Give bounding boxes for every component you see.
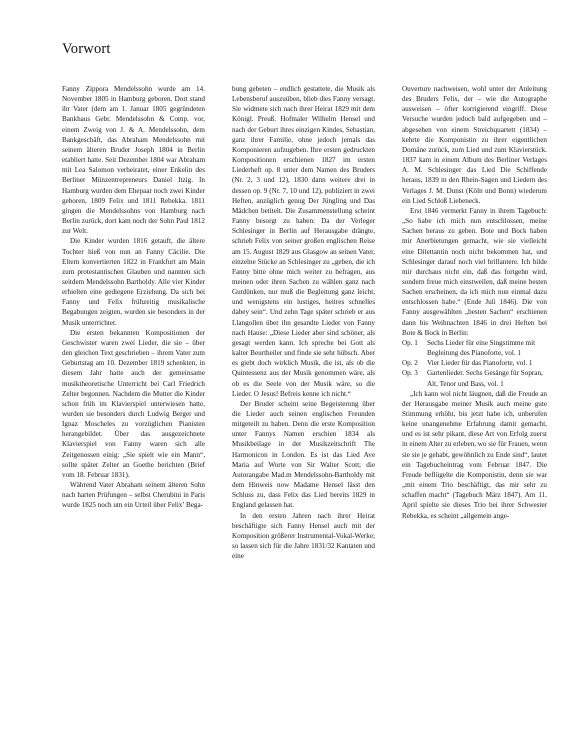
opus-title: Sechs Lieder für eine Singstimme mit Begleitung des Pianoforte, vol. 1 <box>427 338 536 358</box>
opus-title: Gartenlieder. Sechs Gesänge für Sopran, Alt, Tenor und Bass, vol. 1 <box>427 369 543 388</box>
opus-title: Vier Lieder für das Pianoforte, vol. 1 <box>427 359 533 368</box>
text-column-1 <box>62 84 205 511</box>
opus-item <box>402 368 547 388</box>
opus-list <box>402 338 547 389</box>
text-column-2 <box>232 84 375 561</box>
paragraph: Fanny Zippora Mendelssohn wurde am 14. November 1805 in Hamburg geboren. Dort stand ihr Vater (dem am 1. Januar 1805 gegründeten Bankhaus Gebr. Mendelssohn & Comp. vor, einem Zweig von J. & A. Mendelssohn, dem Bankgeschäft, das Abraham Mendelssohn mit seinem älteren Bruder Joseph 1804 in Berlin etabliert hatte. Seit Dezember 1804 war Abraham mit Lea Salomon verheiratet, einer Enkelin des Berliner Münzentrepreneurs Daniel Itzig. In Hamburg wurden dem Ehepaar noch zwei Kinder geboren, 1809 Felix und 1811 Rebekka. 1811 gingen die Mendelssohns von Hamburg nach Berlin zurück, dort kam noch der Sohn Paul 1812 zur Welt. <box>62 85 205 236</box>
opus-number: Op. 2 <box>402 359 418 368</box>
paragraph: Die Kinder wurden 1816 getauft, die ältere Tochter hieß von nun an Fanny Cäcilie. Die Eltern konvertierten 1822 in Frankfurt am Main zum protestantischen Glauben und nannten sich seitdem Mendelssohn Bartholdy. Alle vier Kinder erhielten eine gediegene Erziehung. Da sich bei Fanny und Felix frühzeitig musikalische Begabungen zeigten, wurden sie besonders in der Musik unterrichtet. <box>62 237 205 327</box>
paragraph: Ouverture nachweisen, wohl unter der Anleitung des Bruders Felix, der – wie die Autographe ausweisen – öfter korrigierend eingriff. Diese Versuche wurden jedoch bald aufgegeben und – abgesehen von einem Streichquartett (1834) – kehrte die Komponistin zu ihrer eigentlichen Domäne zurück, zum Lied und zum Klavierstück. 1837 kam in einem Album des Berliner Verlages A. M. Schlesinger das Lied Die Schiffende heraus, 1839 in den Rhein-Sagen und Liedern des Verlages J. M. Dunst (Köln und Bonn) wiederum ein Lied Schloß Liebeneck. <box>402 85 547 205</box>
opus-item <box>402 358 547 368</box>
opus-item <box>402 338 547 358</box>
text-column-3 <box>402 84 547 521</box>
paragraph: Während Vater Abraham seinem älteren Sohn nach harten Prüfungen – selbst Cherubini in Paris wurde 1825 noch um ein Urteil über Felix’ Bega- <box>62 481 205 510</box>
paragraph: Der Bruder scheint seine Begeisterung über die Lieder auch seinen englischen Freunden mitgeteilt zu haben. Denn die erste Komposition unter Fannys Namen erschien 1834 als Musikbeilage in der Musikzeitschrift The Harmonicon in London. Es ist das Lied Ave Maria auf Worte von Sir Walter Scott; die Autorangabe Mad.m Mendelssohn-Bartholdy mit dem Hinweis now Madame Hensel lässt den Schluss zu, dass Felix das Lied bereits 1829 in England gelassen hat. <box>232 399 375 510</box>
paragraph: bung gebeten – endlich gestattete, die Musik als Lebensberuf auszuüben, blieb dies Fanny versagt. Sie widmete sich nach ihrer Heirat 1829 mit dem Königl. Preuß. Hofmaler Wilhelm Hensel und nach der Geburt ihres einzigen Kindes, Sebastian, ganz ihrer Familie, ohne jedoch jemals das Komponieren aufzugeben. Ihre ersten gedruckten Kompositionen erschienen 1827 im ersten Liederheft op. 8 unter dem Namen des Bruders (Nr. 2, 3 und 12), 1830 dann weitere drei in dessen op. 9 (Nr. 7, 10 und 12), publiziert in zwei Heften, anzüglich genug Der Jüngling und Das Mädchen betitelt. Die Zusammenstellung scheint Fanny besorgt zu haben: Da der Verleger Schlesinger in Berlin auf Herausgabe drängte, schrieb Felix von seiner großen englischen Reise am 15. August 1829 aus Glasgow an seinen Vater, einzelne Stücke an Schlesinger zu „geben, die ich Fanny bitte ohne mich weiter zu befragen, aus meinen oder ihren Sachen zu wählen ganz nach Gutdünken, nur muß die Begleitung ganz leicht, und wenigstens ein lustiges, heitres schnelles dabey sein“. Und zehn Tage später schrieb er aus Llangollen über ihn gesandte Lieder von Fanny nach Hause: „Diese Lieder aber sind schöner, als gesagt werden kann. Ich spreche bei Gott als kalter Beurtheiler und finde sie sehr hübsch. Aber es giebt doch wirklich Musik, die ist, als ob die Quintessenz aus der Musik genommen wäre, als ob es die Seele von der Musik wäre, so die Lieder. O Jesus! Befreis kenne ich nicht.“ <box>232 85 375 398</box>
paragraph: In den ersten Jahren nach ihrer Heirat beschäftigte sich Fanny Hensel auch mit der Komposition größerer Instrumental-Vokal-Werke; so lassen sich für die Jahre 1831/32 Kantaten und eine <box>232 511 375 561</box>
paragraph: „Ich kann wol nicht läugnen, daß die Freude an der Herausgabe meiner Musik auch meine gute Stimmung erhöht, bis jetzt habe ich, unberufen keine unangenehme Erfahrung damit gemacht, und es ist sehr pikant, diese Art von Erfolg zuerst in einem Alter zu erleben, wo sie für Frauen, wenn sie sie je gehabt, gewöhnlich zu Ende sind“, lautet ein Tagebucheintrag vom Februar 1847. Die Freude beflügelte die Komponistin, denn sie war „mit einem Trio beschäftigt, das mir sehr zu schaffen macht“ (Tagebuch März 1847). Am 11. April spielte sie dieses Trio bei ihrer Schwester Rebekka, es scheint „allgemein ange- <box>402 389 547 520</box>
opus-number: Op. 3 <box>402 369 418 378</box>
paragraph: Die ersten bekannten Kompositionen der Geschwister waren zwei Lieder, die sie – über den gleichen Text geschrieben – ihrem Vater zum Geburtstag am 10. Dezember 1819 schenkten, in diesem Jahr hatte auch der gemeinsame musiktheoretische Unterricht bei Carl Friedrich Zelter begonnen. Nachdem die Mutter die Kinder schon früh im Klavierspiel unterwiesen hatte, wurden sie besonders durch Ludwig Berger und Ignaz Moscheles zu vorzüglichen Pianisten herangebildet. Über das ausgezeichnete Klavierspiel von Fanny waren sich alle Zeitgenossen einig: „Sie spielt wie ein Mann“, sollte später Zelter an Goethe berichten (Brief vom 18. Februar 1831). <box>62 328 205 479</box>
paragraph: Erst 1846 vermerkt Fanny in ihrem Tagebuch: „So habe ich mich nun entschlossen, meine Sachen heraus zu geben. Bote und Bock haben mir Anerbietungen gemacht, wie sie vielleicht eine Dilettantin noch nicht bekommen hat, und Schlesinger darauf noch viel brillantere. Ich bilde mir durchaus nicht ein, daß das fortgehn wird, sondern freue mich einstweilen, daß meine besten Sachen erscheinen, da ich mich nun einmal dazu entschlossen habe.“ (Ende Juli 1846). Die von Fanny ausgewählten „besten Sachen“ erschienen dann bis Weihnachten 1846 in drei Heften bei Bote & Bock in Berlin: <box>402 206 547 337</box>
opus-number: Op. 1 <box>402 338 418 347</box>
page-title: Vorwort <box>62 41 111 57</box>
